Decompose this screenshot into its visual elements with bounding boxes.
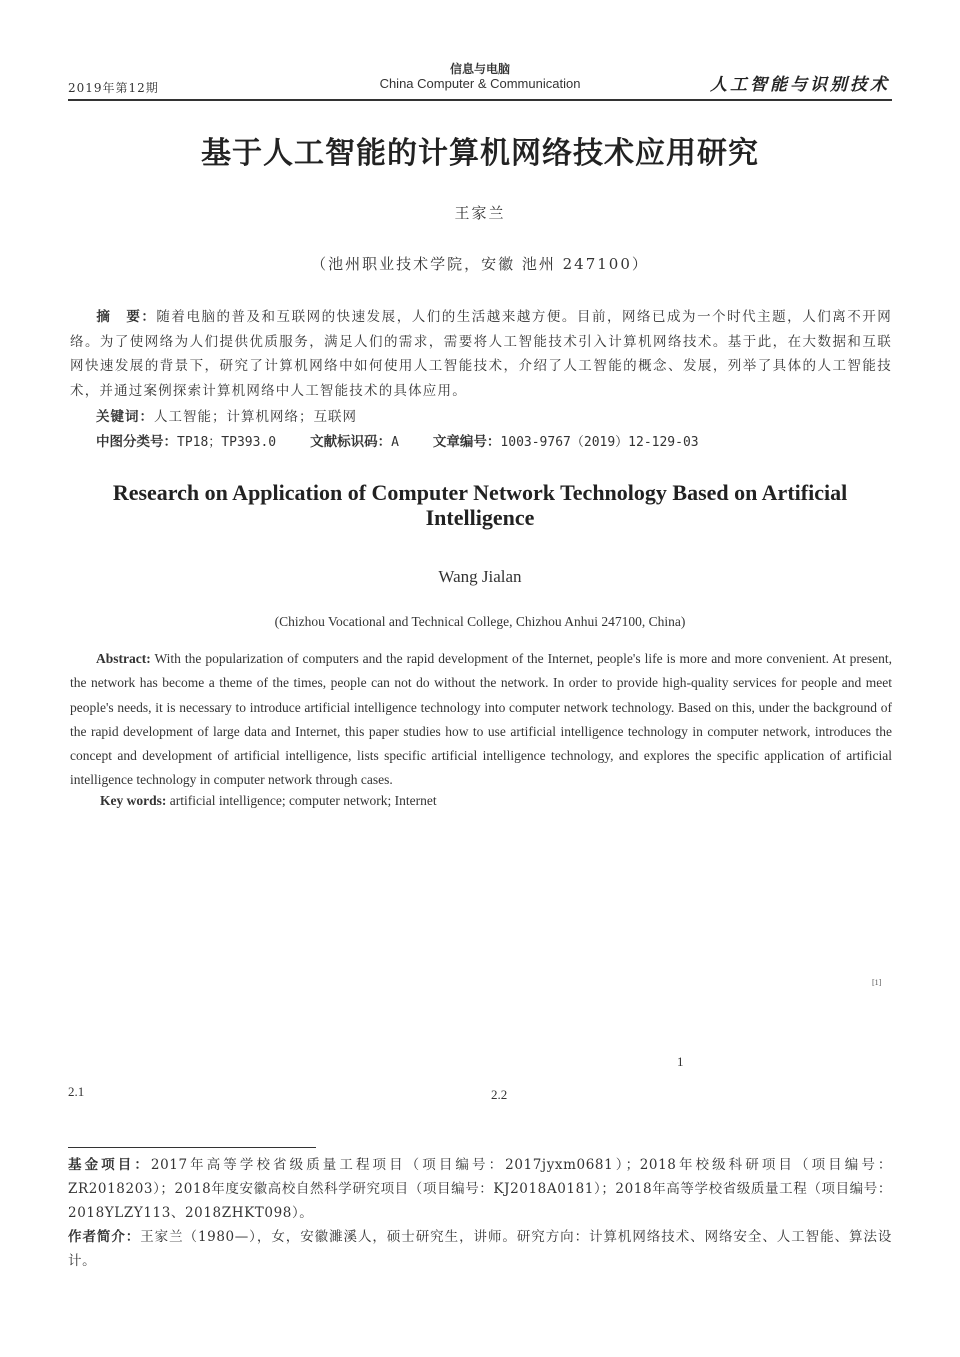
article-number-label: 文章编号： (432, 434, 501, 450)
author-name-en: Wang Jialan (438, 567, 522, 586)
keywords-cn-label: 关键词： (96, 409, 154, 425)
abstract-cn-label: 摘 要： (96, 309, 157, 325)
issue-label: 2019年第12期 (68, 81, 159, 95)
journal-masthead (330, 62, 630, 92)
reference-mark: [1] (872, 978, 882, 987)
abstract-en-label: Abstract: (96, 651, 151, 666)
article-number-value: 1003-9767（2019）12-129-03 (500, 435, 699, 450)
bio-text: 王家兰（1980—），女，安徽濉溪人，硕士研究生，讲师。研究方向：计算机网络技术、网络安全、人工智能、算法设计。 (68, 1229, 892, 1269)
abstract-cn (70, 305, 892, 403)
footnote-divider (68, 1147, 316, 1148)
fund-label: 基金项目： (68, 1157, 151, 1173)
section-number-2-2: 2.2 (491, 1087, 508, 1102)
section-number-1: 1 (677, 1054, 684, 1069)
affiliation-en: (Chizhou Vocational and Technical College, Chizhou Anhui 247100, China) (274, 614, 686, 629)
clc-label: 中图分类号： (96, 434, 177, 450)
keywords-cn (96, 405, 357, 425)
abstract-en-text: With the popularization of computers and the rapid development of the Internet, people's life is more and more convenient. At present, the network has become a theme of the times, people can not do without the network. In order to provide high-quality services for people and meet people's needs, it is necessary to introduce artificial intelligence technology into computer network technology. Based on this, under the background of the rapid development of large data and Internet, this paper studies how to use artificial intelligence technology in computer network, introduces the concept and development of artificial intelligence, lists specific artificial intelligence technology, and explores the specific application of artificial intelligence technology in computer network through cases. (70, 651, 892, 788)
author-name-cn: 王家兰 (454, 204, 506, 222)
bio-label: 作者简介： (68, 1229, 141, 1245)
abstract-cn-text: 随着电脑的普及和互联网的快速发展，人们的生活越来越方便。目前，网络已成为一个时代主题，人们离不开网络。为了使网络为人们提供优质服务，满足人们的需求，需要将人工智能技术引入计算机网络技术。基于此，在大数据和互联网快速发展的背景下，研究了计算机网络中如何使用人工智能技术，介绍了人工智能的概念、发展，列举了具体的人工智能技术，并通过案例探索计算机网络中人工智能技术的具体应用。 (70, 309, 892, 399)
fund-text: 2017年高等学校省级质量工程项目（项目编号：2017jyxm0681）；2018年校级科研项目（项目编号：ZR2018203）；2018年度安徽高校自然科学研究项目（项目编号：KJ2018A0181）；2018年高等学校省级质量工程（项目编号：2018YLZY113、2018ZHKT098）。 (68, 1157, 892, 1221)
fund-footnote (68, 1153, 892, 1225)
journal-name-cn: 信息与电脑 (449, 62, 510, 76)
keywords-en (100, 793, 437, 809)
doc-code-value: A (391, 435, 399, 450)
classification-row (96, 430, 699, 450)
section-number-2-1: 2.1 (68, 1084, 85, 1099)
paper-title-cn: 基于人工智能的计算机网络技术应用研究 (201, 136, 759, 171)
header-divider (68, 99, 892, 101)
paper-title-en: Research on Application of Computer Network Technology Based on Artificial Intelligence (112, 480, 848, 530)
keywords-cn-text: 人工智能；计算机网络；互联网 (154, 409, 357, 425)
clc-value: TP18；TP393.0 (177, 435, 277, 450)
keywords-en-label: Key words: (100, 793, 167, 808)
author-bio-footnote (68, 1225, 892, 1273)
column-title: 人工智能与识别技术 (710, 75, 890, 95)
keywords-en-text: artificial intelligence; computer network; Internet (169, 793, 437, 808)
affiliation-cn: （池州职业技术学院，安徽 池州 247100） (311, 255, 649, 273)
doc-code-label: 文献标识码： (310, 434, 392, 450)
journal-name-en: China Computer & Communication (379, 76, 581, 91)
abstract-en (70, 647, 892, 793)
